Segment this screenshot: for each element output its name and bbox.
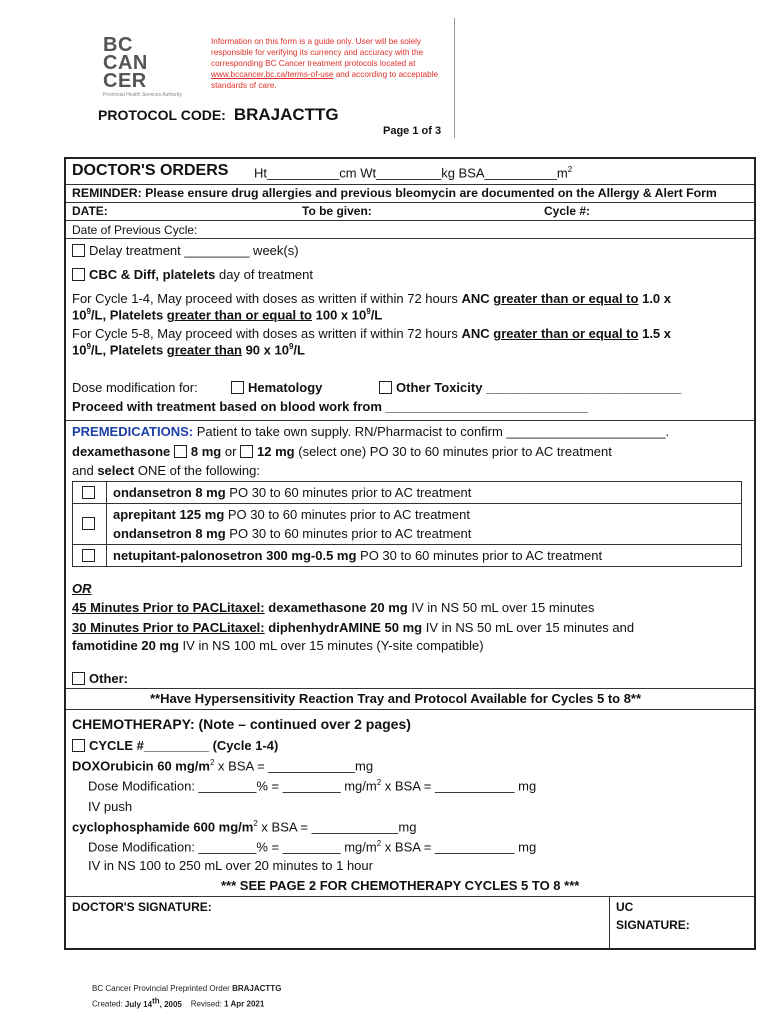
premeds-line bbox=[72, 424, 669, 439]
c14-plt-value: 100 x 10 bbox=[315, 307, 367, 323]
cbc-bold: CBC & Diff, platelets bbox=[89, 267, 216, 282]
hsr-row bbox=[66, 688, 754, 709]
dex-12-label: 12 mg bbox=[257, 444, 295, 459]
date-label[interactable]: DATE: bbox=[72, 204, 108, 218]
antiemetic-options-table bbox=[72, 481, 742, 567]
prev-cycle-row bbox=[66, 220, 754, 238]
anc-label: ANC bbox=[461, 291, 490, 306]
cyclo-dose-tail: x BSA = ___________ mg bbox=[381, 839, 537, 855]
footer-line-1 bbox=[92, 983, 281, 995]
uc-label[interactable]: UC bbox=[616, 900, 634, 914]
chemo-title: CHEMOTHERAPY: (Note – continued over 2 pages) bbox=[72, 716, 411, 732]
page-number: Page 1 of 3 bbox=[383, 125, 442, 137]
other-toxicity-option[interactable] bbox=[379, 380, 681, 395]
created-sup: th bbox=[152, 996, 160, 1005]
c58-sup-b: 9 bbox=[288, 342, 294, 351]
c14-anc-value: 1.0 x bbox=[642, 291, 672, 306]
dex-8-checkbox[interactable] bbox=[174, 445, 187, 458]
doxorubicin-line[interactable] bbox=[72, 758, 373, 773]
doxo-drug: DOXOrubicin 60 mg/m bbox=[72, 758, 210, 774]
premed-30-drug: diphenhydrAMINE 50 mg bbox=[268, 620, 423, 635]
cyclo-dose-mod-text: Dose Modification: ________% = ________ mg/m bbox=[88, 839, 377, 855]
see-page-2: *** SEE PAGE 2 FOR CHEMOTHERAPY CYCLES 5 TO 8 *** bbox=[221, 878, 580, 893]
famotidine-rest: IV in NS 100 mL over 15 minutes (Y-site compatible) bbox=[182, 638, 484, 653]
treatment-section bbox=[66, 238, 754, 420]
created-day: July 14 bbox=[124, 999, 153, 1009]
antiemetic-option[interactable] bbox=[73, 503, 741, 544]
delay-option[interactable] bbox=[72, 243, 299, 258]
or-label: OR bbox=[72, 581, 92, 596]
c58-sup-a: 9 bbox=[86, 342, 91, 351]
doxo-rest: x BSA = ____________mg bbox=[214, 758, 374, 774]
disclaimer bbox=[211, 36, 447, 91]
option-1-rest: PO 30 to 60 minutes prior to AC treatment bbox=[225, 485, 472, 500]
logo-line-3: CER bbox=[103, 70, 147, 92]
doxo-dose-sup: 2 bbox=[376, 778, 382, 787]
antiemetic-option[interactable] bbox=[73, 544, 741, 566]
select-word: select bbox=[97, 463, 135, 478]
reminder-row bbox=[66, 184, 754, 202]
premed-45-label: 45 Minutes Prior to PACLitaxel: bbox=[72, 600, 265, 615]
uc-signature-label[interactable]: SIGNATURE: bbox=[616, 918, 690, 932]
option-3-drug: netupitant-palonosetron 300 mg-0.5 mg bbox=[113, 548, 357, 563]
select-one-line bbox=[72, 463, 260, 478]
orders-title: DOCTOR'S ORDERS bbox=[72, 162, 229, 179]
measurements-field[interactable] bbox=[254, 165, 572, 180]
cycle-1-4-line-2 bbox=[72, 307, 382, 322]
protocol-label: PROTOCOL CODE: bbox=[98, 107, 226, 123]
premed-30-label: 30 Minutes Prior to PACLitaxel: bbox=[72, 620, 265, 635]
option-2b-drug: ondansetron 8 mg bbox=[113, 526, 226, 541]
chemo-cycle-label: CYCLE #_________ (Cycle 1-4) bbox=[89, 738, 279, 753]
dexamethasone-line bbox=[72, 444, 612, 459]
dex-8-label: 8 mg bbox=[190, 444, 222, 459]
c58-text: For Cycle 5-8, May proceed with doses as written if within 72 hours bbox=[72, 326, 458, 341]
c58-plt-value: 90 x 10 bbox=[245, 342, 289, 358]
option-2b-rest: PO 30 to 60 minutes prior to AC treatment bbox=[225, 526, 472, 541]
option-cell bbox=[73, 482, 107, 503]
date-row bbox=[66, 202, 754, 220]
premed-45-rest: IV in NS 50 mL over 15 minutes bbox=[411, 600, 595, 615]
cycle-1-4-line-1 bbox=[72, 291, 671, 306]
famotidine-drug: famotidine 20 mg bbox=[72, 638, 179, 653]
doxo-dose-mod[interactable] bbox=[88, 778, 536, 793]
created-year: , 2005 bbox=[159, 999, 182, 1009]
cyclo-admin: IV in NS 100 to 250 mL over 20 minutes to 1 hour bbox=[88, 858, 373, 873]
chemo-cycle-option[interactable] bbox=[72, 738, 278, 753]
prev-cycle-label[interactable]: Date of Previous Cycle: bbox=[72, 223, 198, 237]
cyclo-drug: cyclophosphamide 600 mg/m bbox=[72, 819, 254, 835]
orders-title-row bbox=[66, 159, 754, 184]
hematology-checkbox[interactable] bbox=[231, 381, 244, 394]
c58-anc-value: 1.5 x bbox=[642, 326, 672, 341]
premeds-supply[interactable]: Patient to take own supply. RN/Pharmacist to confirm ______________________. bbox=[196, 424, 670, 439]
c14-gte: greater than or equal to bbox=[166, 307, 312, 323]
option-2a-rest: PO 30 to 60 minutes prior to AC treatment bbox=[224, 507, 470, 522]
header-divider bbox=[454, 18, 455, 138]
doxo-sup: 2 bbox=[209, 758, 215, 767]
chemo-cycle-checkbox[interactable] bbox=[72, 739, 85, 752]
proceed-text[interactable]: Proceed with treatment based on blood work from ____________________________ bbox=[72, 399, 588, 414]
other-toxicity-checkbox[interactable] bbox=[379, 381, 392, 394]
c14-sup-b: 9 bbox=[366, 307, 371, 316]
c14-platelets: /L, Platelets bbox=[90, 307, 164, 323]
cbc-rest: day of treatment bbox=[219, 267, 313, 282]
c14-sup-a: 9 bbox=[86, 307, 91, 316]
premeds-title: PREMEDICATIONS: bbox=[72, 424, 194, 439]
other-premed-label: Other: bbox=[89, 671, 128, 686]
created-label: Created: bbox=[92, 999, 123, 1009]
logo-line-2: CAN bbox=[103, 52, 148, 74]
cbc-checkbox[interactable] bbox=[72, 268, 85, 281]
doxo-dose-mod-text: Dose Modification: ________% = ________ mg/m bbox=[88, 778, 377, 794]
option-3-rest: PO 30 to 60 minutes prior to AC treatment bbox=[356, 548, 603, 563]
option-1-text bbox=[113, 482, 741, 503]
cyclo-sup: 2 bbox=[253, 819, 258, 828]
cyclophosphamide-line[interactable] bbox=[72, 819, 416, 834]
option-3-text bbox=[113, 545, 741, 566]
doctor-signature-label[interactable]: DOCTOR'S SIGNATURE: bbox=[72, 900, 212, 914]
revised-label: Revised: bbox=[190, 999, 222, 1009]
dex-or: or bbox=[224, 444, 237, 459]
reminder-text: REMINDER: Please ensure drug allergies and previous bleomycin are documented on the Allergy & Alert Form bbox=[72, 186, 717, 200]
option-2a-drug: aprepitant 125 mg bbox=[113, 507, 225, 522]
to-be-given-label[interactable]: To be given: bbox=[302, 204, 372, 218]
footer-line-2 bbox=[92, 995, 281, 1011]
bc-cancer-logo bbox=[103, 36, 193, 98]
option-1-drug: ondansetron 8 mg bbox=[113, 485, 226, 500]
doctors-orders-form bbox=[64, 157, 756, 950]
hematology-option[interactable] bbox=[231, 380, 322, 395]
cyclo-dose-mod[interactable] bbox=[88, 839, 536, 854]
protocol-value: BRAJACTTG bbox=[233, 105, 339, 124]
option-cell bbox=[73, 545, 107, 566]
option-2-text bbox=[113, 504, 741, 544]
antiemetic-option[interactable] bbox=[73, 482, 741, 503]
cyclo-rest: x BSA = ____________mg bbox=[257, 819, 417, 835]
dex-12-checkbox[interactable] bbox=[240, 445, 253, 458]
footer-code: BRAJACTTG bbox=[232, 984, 282, 993]
premed-30-line bbox=[72, 620, 634, 635]
logo-subtitle: Provincial Health Services Authority bbox=[103, 92, 182, 98]
hematology-label: Hematology bbox=[248, 380, 323, 395]
terms-link[interactable]: www.bccancer.bc.ca/terms-of-use bbox=[211, 70, 334, 79]
cycle-5-8-line-2 bbox=[72, 342, 305, 357]
c14-ten: 10 bbox=[72, 307, 87, 323]
cyclo-dose-sup: 2 bbox=[376, 839, 382, 848]
dose-mod-label: Dose modification for: bbox=[72, 380, 198, 395]
footer bbox=[92, 983, 281, 1011]
chemo-section bbox=[66, 709, 754, 896]
c58-per-l: /L bbox=[293, 342, 305, 358]
premed-30-rest: IV in NS 50 mL over 15 minutes and bbox=[425, 620, 635, 635]
iv-push: IV push bbox=[88, 799, 133, 814]
option-cell bbox=[73, 504, 107, 544]
hsr-text: **Have Hypersensitivity Reaction Tray and Protocol Available for Cycles 5 to 8** bbox=[150, 691, 642, 706]
one-of-text: ONE of the following: bbox=[137, 463, 260, 478]
c14-per-l: /L bbox=[370, 307, 383, 323]
anc-label-2: ANC bbox=[461, 326, 490, 341]
and-word: and bbox=[72, 463, 94, 478]
other-premed-option[interactable] bbox=[72, 671, 128, 686]
gte-label: greater than or equal to bbox=[493, 291, 639, 306]
premed-45-drug: dexamethasone 20 mg bbox=[268, 600, 408, 615]
measurements-text: Ht__________cm Wt_________kg BSA__________m bbox=[254, 165, 568, 181]
option-2-checkbox[interactable] bbox=[82, 517, 95, 530]
logo-line-1: BC bbox=[103, 34, 133, 56]
cycle-5-8-line-1 bbox=[72, 326, 671, 341]
m2-sup: 2 bbox=[567, 165, 573, 174]
c58-gt: greater than bbox=[166, 342, 242, 358]
doxo-dose-tail: x BSA = ___________ mg bbox=[381, 778, 537, 794]
cycle-label[interactable]: Cycle #: bbox=[544, 204, 591, 218]
footer-preprinted: BC Cancer Provincial Preprinted Order bbox=[92, 984, 230, 993]
other-premed-checkbox[interactable] bbox=[72, 672, 85, 685]
famotidine-line bbox=[72, 638, 484, 653]
delay-checkbox[interactable] bbox=[72, 244, 85, 257]
option-3-checkbox[interactable] bbox=[82, 549, 95, 562]
disclaimer-text: Information on this form is a guide only. User will be solely responsible for verifying its currency and accuracy with the corresponding BC Cancer treatment protocols located at bbox=[211, 37, 424, 68]
created-date bbox=[124, 996, 182, 1009]
cbc-option[interactable] bbox=[72, 267, 313, 282]
gte-label-2: greater than or equal to bbox=[493, 326, 639, 341]
signature-divider bbox=[609, 897, 610, 948]
dex-rest: (select one) PO 30 to 60 minutes prior to AC treatment bbox=[298, 444, 612, 459]
option-1-checkbox[interactable] bbox=[82, 486, 95, 499]
revised-date: 1 Apr 2021 bbox=[224, 999, 265, 1009]
dex-label: dexamethasone bbox=[72, 444, 171, 459]
disclaimer-tail: and according to acceptable standards of care. bbox=[211, 70, 439, 90]
c14-text: For Cycle 1-4, May proceed with doses as written if within 72 hours bbox=[72, 291, 458, 306]
c58-ten: 10 bbox=[72, 342, 87, 358]
premed-45-line bbox=[72, 600, 594, 615]
other-toxicity-label: Other Toxicity ___________________________ bbox=[396, 380, 682, 395]
signature-row bbox=[66, 896, 754, 948]
delay-text: Delay treatment _________ week(s) bbox=[89, 243, 299, 258]
protocol-code bbox=[98, 105, 339, 125]
c58-platelets: /L, Platelets bbox=[90, 342, 164, 358]
